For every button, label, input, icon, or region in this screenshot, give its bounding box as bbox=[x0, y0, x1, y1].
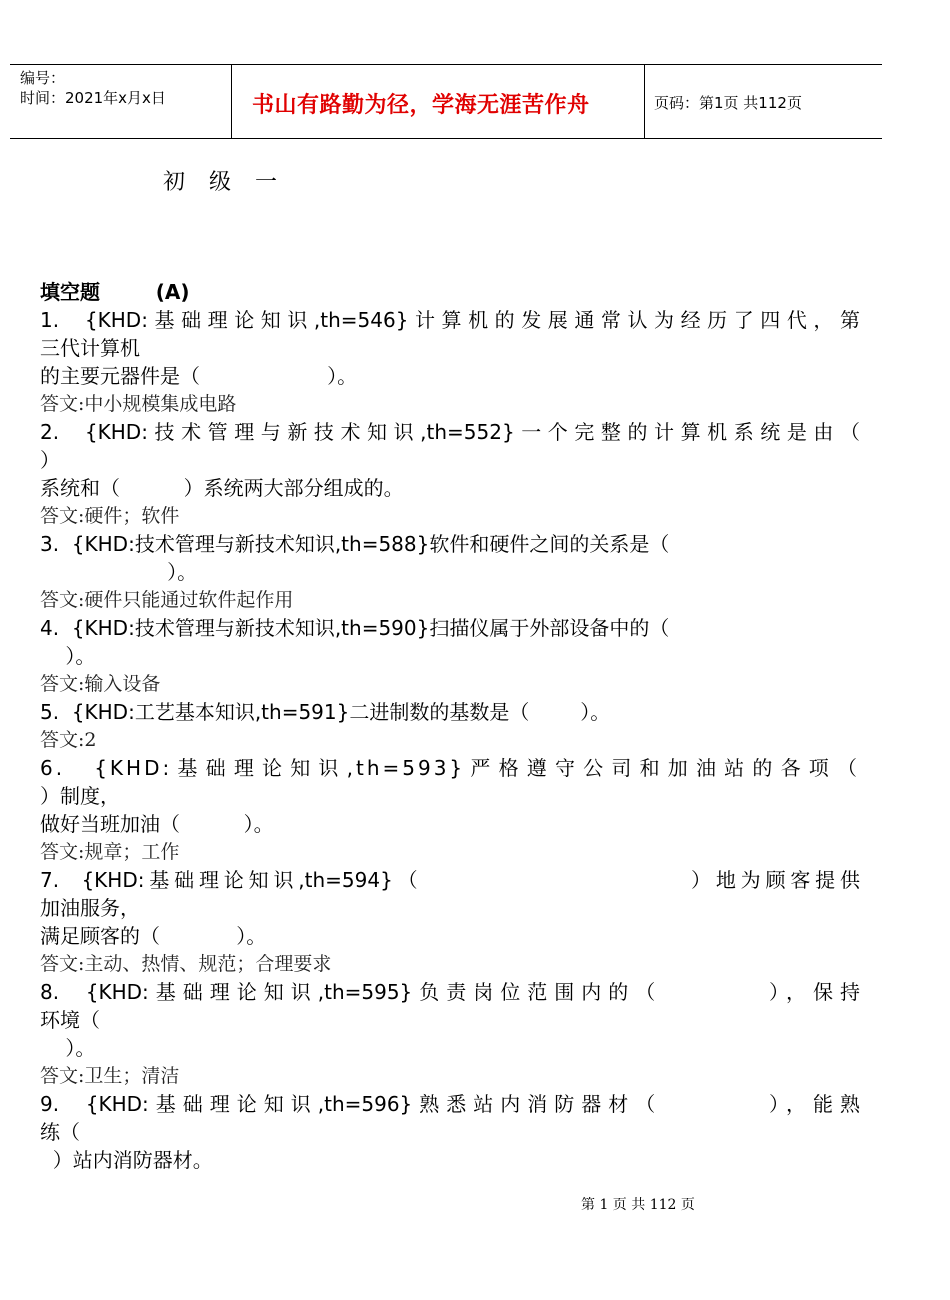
question-5-line-1: 5. {KHD:工艺基本知识,th=591}二进制数的基数是（ ）。 bbox=[40, 700, 611, 724]
doc-title: 初级一 bbox=[163, 170, 302, 195]
question-4-line-2: ）。 bbox=[40, 644, 96, 668]
header-top-rule bbox=[10, 64, 882, 65]
header-bottom-rule bbox=[10, 138, 882, 139]
time-label: 时间：2021年x月x日 bbox=[20, 89, 166, 107]
answer-4: 答文:输入设备 bbox=[40, 673, 161, 695]
question-4-line-1: 4. {KHD:技术管理与新技术知识,th=590}扫描仪属于外部设备中的（ bbox=[40, 616, 670, 640]
question-3-line-2: ）。 bbox=[40, 560, 198, 584]
serial-label: 编号： bbox=[20, 69, 66, 87]
question-1-line-3: 的主要元器件是（ ）。 bbox=[40, 364, 358, 388]
answer-3: 答文:硬件只能通过软件起作用 bbox=[40, 589, 294, 611]
question-3-line-1: 3. {KHD:技术管理与新技术知识,th=588}软件和硬件之间的关系是（ bbox=[40, 532, 670, 556]
question-2-line-1: 2. {KHD:技术管理与新技术知识,th=552}一个完整的计算机系统是由（ bbox=[40, 420, 860, 444]
question-8-line-2: 环境（ bbox=[40, 1008, 100, 1032]
question-6-line-1: 6. {KHD:基础理论知识,th=593}严格遵守公司和加油站的各项（ bbox=[40, 756, 860, 780]
question-9-line-2: 练（ bbox=[40, 1120, 80, 1144]
question-6-line-3: 做好当班加油（ ）。 bbox=[40, 812, 274, 836]
question-7-line-1: 7. {KHD:基础理论知识,th=594}（ ）地为顾客提供 bbox=[40, 868, 860, 892]
question-1-line-1: 1. {KHD:基础理论知识,th=546}计算机的发展通常认为经历了四代，第 bbox=[40, 308, 860, 332]
answer-5: 答文:2 bbox=[40, 729, 97, 751]
motto-text: 书山有路勤为径，学海无涯苦作舟 bbox=[252, 92, 590, 118]
question-6-line-2: ）制度， bbox=[40, 784, 120, 808]
header-divider-left bbox=[231, 64, 232, 139]
question-8-line-1: 8. {KHD:基础理论知识,th=595}负责岗位范围内的（ ），保持 bbox=[40, 980, 860, 1004]
question-9-line-1: 9. {KHD:基础理论知识,th=596}熟悉站内消防器材（ ），能熟 bbox=[40, 1092, 860, 1116]
answer-2: 答文:硬件；软件 bbox=[40, 505, 180, 527]
answer-8: 答文:卫生；清洁 bbox=[40, 1065, 180, 1087]
question-7-line-2: 加油服务， bbox=[40, 896, 140, 920]
page-footer: 第 1 页 共 112 页 bbox=[581, 1197, 695, 1213]
question-list bbox=[40, 278, 860, 1174]
page-code: 页码：第1页 共112页 bbox=[654, 94, 802, 112]
answer-7: 答文:主动、热情、规范；合理要求 bbox=[40, 953, 332, 975]
question-9-line-3: ）站内消防器材。 bbox=[40, 1148, 213, 1172]
question-7-line-3: 满足顾客的（ ）。 bbox=[40, 924, 267, 948]
question-1-line-2: 三代计算机 bbox=[40, 336, 140, 360]
question-2-line-2: ） bbox=[40, 448, 60, 472]
question-8-line-3: ）。 bbox=[40, 1036, 96, 1060]
answer-6: 答文:规章；工作 bbox=[40, 841, 180, 863]
question-2-line-3: 系统和（ ）系统两大部分组成的。 bbox=[40, 476, 404, 500]
header-divider-right bbox=[644, 64, 645, 139]
section-heading: 填空题 (A) bbox=[40, 280, 190, 304]
answer-1: 答文:中小规模集成电路 bbox=[40, 393, 237, 415]
